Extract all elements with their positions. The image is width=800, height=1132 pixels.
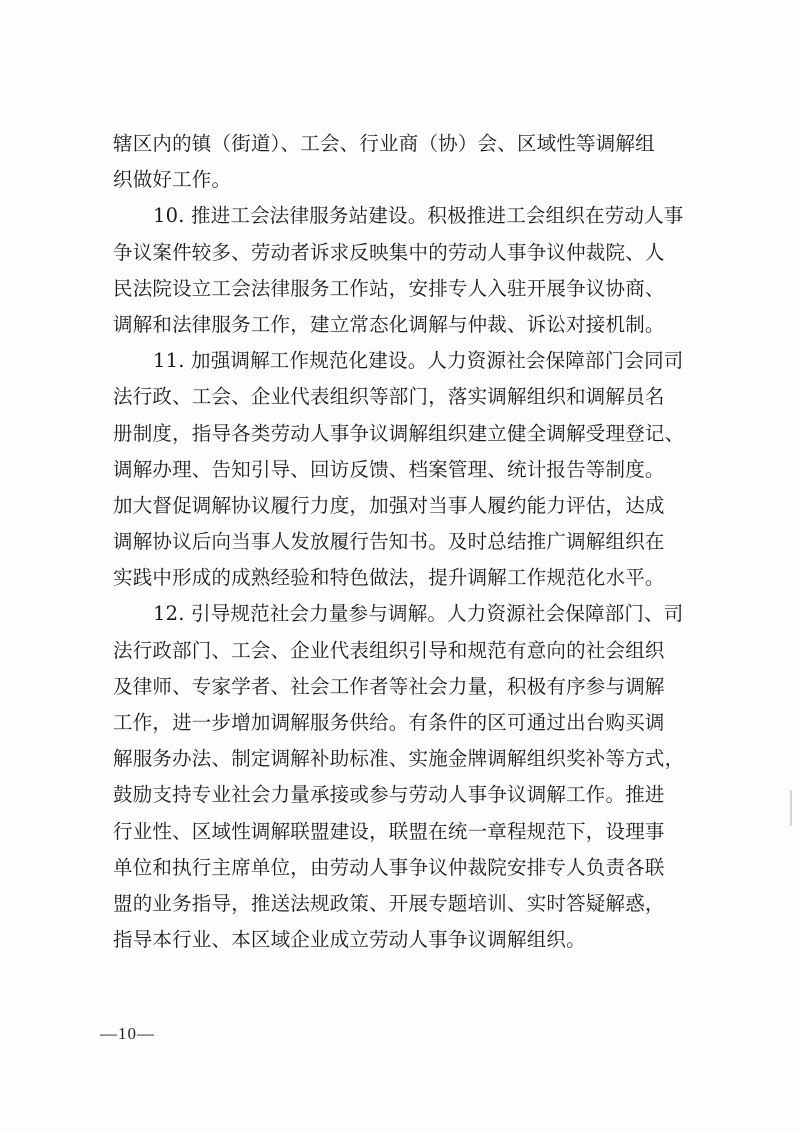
text-line: 民法院设立工会法律服务工作站，安排专人入驻开展争议协商、 [113,276,665,300]
text-line: 法行政、工会、企业代表组织等部门，落实调解组织和调解员名 [113,385,665,409]
document-body [113,126,693,958]
paragraph-11-start: 11. 加强调解工作规范化建设。人力资源社会保障部门会同司 [153,349,684,373]
text-line: 调解办理、告知引导、回访反馈、档案管理、统计报告等制度。 [113,457,665,481]
text-line: 指导本行业、本区域企业成立劳动人事争议调解组织。 [113,928,586,952]
text-line: 行业性、区域性调解联盟建设，联盟在统一章程规范下，设理事 [113,819,665,843]
text-line: 调解协议后向当事人发放履行告知书。及时总结推广调解组织在 [113,530,665,554]
text-line: 法行政部门、工会、企业代表组织引导和规范有意向的社会组织 [113,638,665,662]
text-line: 辖区内的镇（街道）、工会、行业商（协）会、区域性等调解组 [113,132,655,155]
text-line: 加大督促调解协议履行力度，加强对当事人履约能力评估，达成 [113,493,665,517]
scan-edge-mark [790,790,792,826]
text-line: 册制度，指导各类劳动人事争议调解组织建立健全调解受理登记、 [113,421,685,445]
text-line: 实践中形成的成熟经验和特色做法，提升调解工作规范化水平。 [113,566,665,590]
text-line: 织做好工作。 [113,168,232,192]
paragraph-10-start: 10. 推进工会法律服务站建设。积极推进工会组织在劳动人事 [153,204,684,228]
text-line: 解服务办法、制定调解补助标准、实施金牌调解组织奖补等方式， [113,747,685,771]
text-line: 调解和法律服务工作，建立常态化调解与仲裁、诉讼对接机制。 [113,312,665,336]
text-line: 单位和执行主席单位，由劳动人事争议仲裁院安排专人负责各联 [113,855,665,879]
text-line: 及律师、专家学者、社会工作者等社会力量，积极有序参与调解 [113,674,665,698]
text-line: 盟的业务指导，推送法规政策、开展专题培训、实时答疑解惑， [113,891,665,915]
text-line: 争议案件较多、劳动者诉求反映集中的劳动人事争议仲裁院、人 [113,240,665,264]
text-line: 鼓励支持专业社会力量承接或参与劳动人事争议调解工作。推进 [113,783,665,807]
paragraph-12-start: 12. 引导规范社会力量参与调解。人力资源社会保障部门、司 [153,602,684,626]
page-number: —10— [100,1024,155,1043]
text-line: 工作，进一步增加调解服务供给。有条件的区可通过出台购买调 [113,711,665,734]
